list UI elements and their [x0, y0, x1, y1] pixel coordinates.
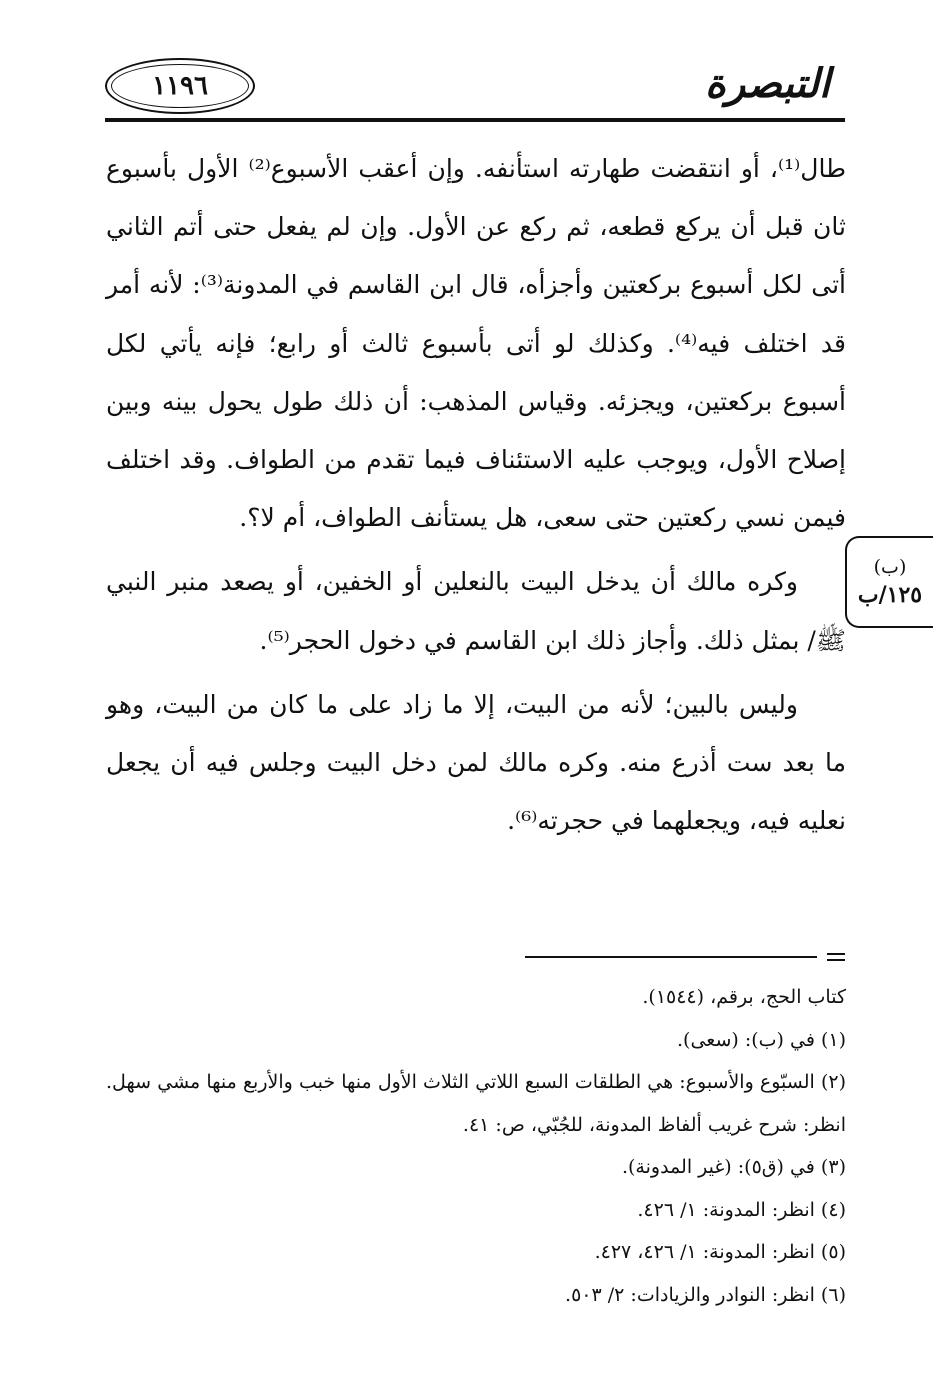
footnotes [106, 976, 846, 1316]
footnote-1: (١) في (ب): (سعى). [677, 1028, 846, 1051]
page-number-frame [105, 58, 255, 114]
paragraph-1: طال⁽¹⁾، أو انتقضت طهارته استأنفه. وإن أعقب الأسبوع⁽²⁾ الأول بأسبوع ثان قبل أن يركع قطعه، ثم ركع عن الأول. وإن لم يفعل حتى أتم الثاني أتى لكل أسبوع بركعتين وأجزأه، قال ابن القاسم في المدونة⁽³⁾: لأنه أمر قد اختلف فيه⁽⁴⁾. وكذلك لو أتى بأسبوع ثالث أو رابع؛ فإنه يأتي لكل أسبوع بركعتين، ويجزئه. وقياس المذهب: أن ذلك طول يحول بينه وبين إصلاح الأول، ويوجب عليه الاستئناف فيما تقدم من الطواف. وقد اختلف فيمن نسي ركعتين حتى سعى، هل يستأنف الطواف، أم لا؟. [106, 154, 846, 533]
page-header [105, 48, 845, 126]
margin-manuscript-siglum: (ب) [873, 556, 907, 578]
footnote-4: (٤) انظر: المدونة: ١/ ٤٢٦. [637, 1198, 846, 1221]
paragraph-2: وكره مالك أن يدخل البيت بالنعلين أو الخفين، أو يصعد منبر النبي ﷺ/ بمثل ذلك. وأجاز ذلك ابن القاسم في دخول الحجر⁽⁵⁾. [106, 567, 846, 655]
body-text [106, 140, 846, 850]
book-title: التبصرة [705, 59, 831, 107]
separator-double-bar [827, 951, 845, 963]
page-number: ١١٩٦ [152, 71, 208, 101]
separator-line [525, 956, 817, 958]
header-rule [105, 118, 845, 122]
footnote-5: (٥) انظر: المدونة: ١/ ٤٢٦، ٤٢٧. [594, 1241, 846, 1263]
footnote-separator [525, 950, 845, 964]
margin-folio-number: ١٢٥/ب [857, 582, 923, 608]
footnote-6: (٦) انظر: النوادر والزيادات: ٢/ ٥٠٣. [565, 1283, 846, 1306]
footnote-3: (٣) في (ق٥): (غير المدونة). [621, 1156, 846, 1178]
paragraph-3: وليس بالبين؛ لأنه من البيت، إلا ما زاد على ما كان من البيت، وهو ما بعد ست أذرع منه. وكره مالك لمن دخل البيت وجلس فيه أن يجعل نعليه فيه، ويجعلهما في حجرته⁽⁶⁾. [106, 689, 846, 836]
manuscript-margin-note [845, 536, 933, 628]
footnote-continuation: كتاب الحج، برقم، (١٥٤٤). [642, 986, 846, 1008]
footnote-2: (٢) السبّوع والأسبوع: هي الطلقات السبع اللاتي الثلاث الأول منها خبب والأربع منها مشي سهل. انظر: شرح غريب ألفاظ المدونة، للجُبّي، ص: ٤١. [106, 1071, 846, 1136]
